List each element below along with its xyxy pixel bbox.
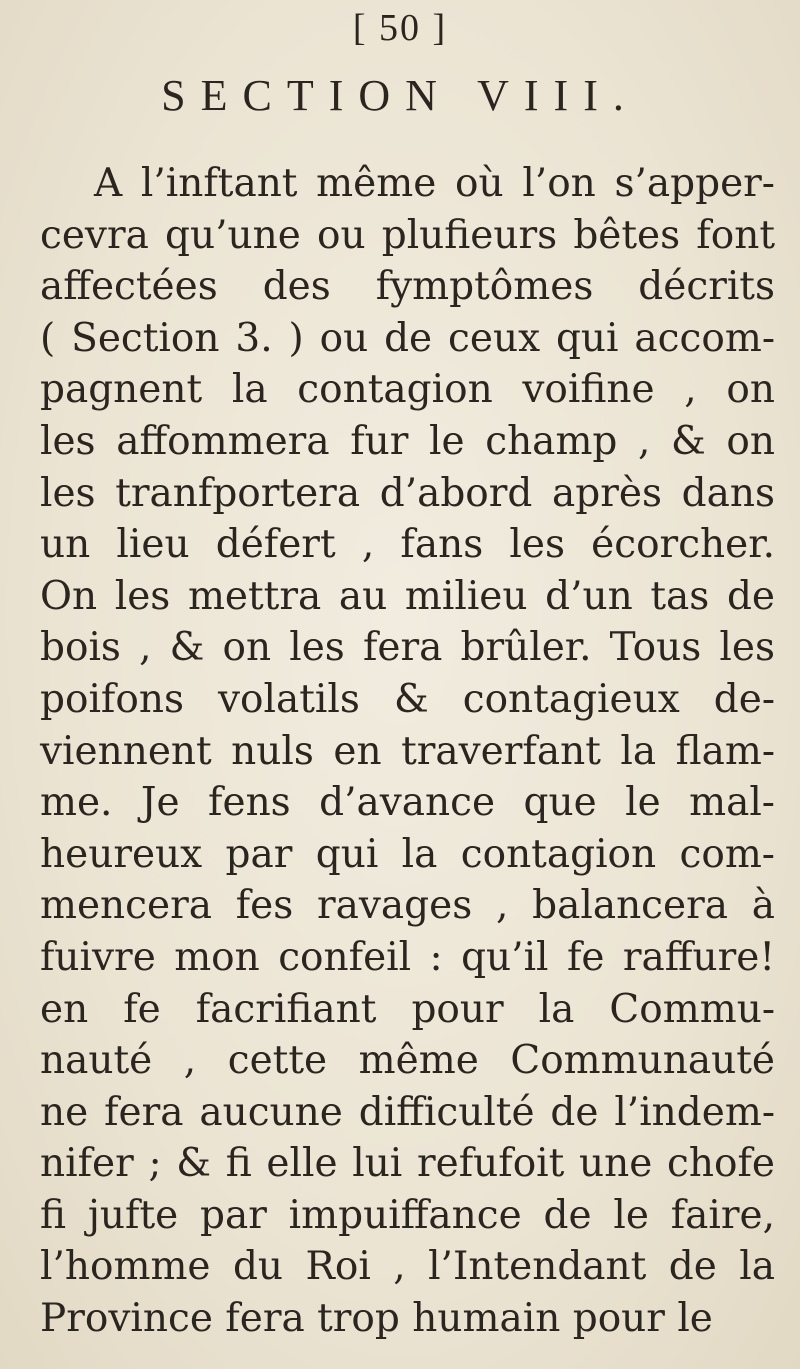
text-line: affectées des fymptômes décrits — [40, 264, 775, 310]
section-heading: SECTION VIII. — [161, 71, 639, 120]
text-line: fi jufte par impuiffance de le faire, — [40, 1192, 775, 1238]
text-line: On les mettra au milieu d’un tas de — [40, 573, 775, 619]
text-line: nauté , cette même Communauté — [40, 1038, 775, 1084]
text-line: pagnent la contagion voifine , on — [40, 367, 775, 413]
text-line: l’homme du Roi , l’Intendant de la — [40, 1244, 775, 1290]
text-line: A l’inftant même où l’on s’apper- — [94, 161, 775, 206]
text-line: viennent nuls en traverfant la flam- — [40, 728, 775, 774]
text-line: en fe facrifiant pour la Commu- — [40, 986, 775, 1032]
text-line: ne fera aucune difficulté de l’indem- — [40, 1089, 775, 1135]
text-line: les affommera fur le champ , & on — [40, 418, 775, 464]
text-line: nifer ; & fi elle lui refufoit une chofe — [40, 1141, 775, 1187]
text-line: me. Je fens d’avance que le mal- — [40, 780, 775, 826]
text-line: ( Section 3. ) ou de ceux qui accom- — [40, 315, 775, 361]
text-line: fuivre mon confeil : qu’il fe raffure! — [40, 934, 775, 980]
text-line: Province fera trop humain pour le — [40, 1296, 713, 1342]
text-line: un lieu défert , fans les écorcher. — [40, 522, 775, 568]
text-line: les tranfportera d’abord après dans — [40, 470, 775, 516]
text-line: cevra qu’une ou plufieurs bêtes font — [40, 212, 775, 258]
text-line: bois , & on les fera brûler. Tous les — [40, 625, 775, 671]
text-line: heureux par qui la contagion com- — [40, 831, 775, 877]
text-line: poifons volatils & contagieux de- — [40, 676, 775, 722]
body-text — [40, 158, 775, 1345]
page-number: [ 50 ] — [352, 7, 448, 49]
text-line: mencera fes ravages , balancera à — [40, 883, 775, 929]
